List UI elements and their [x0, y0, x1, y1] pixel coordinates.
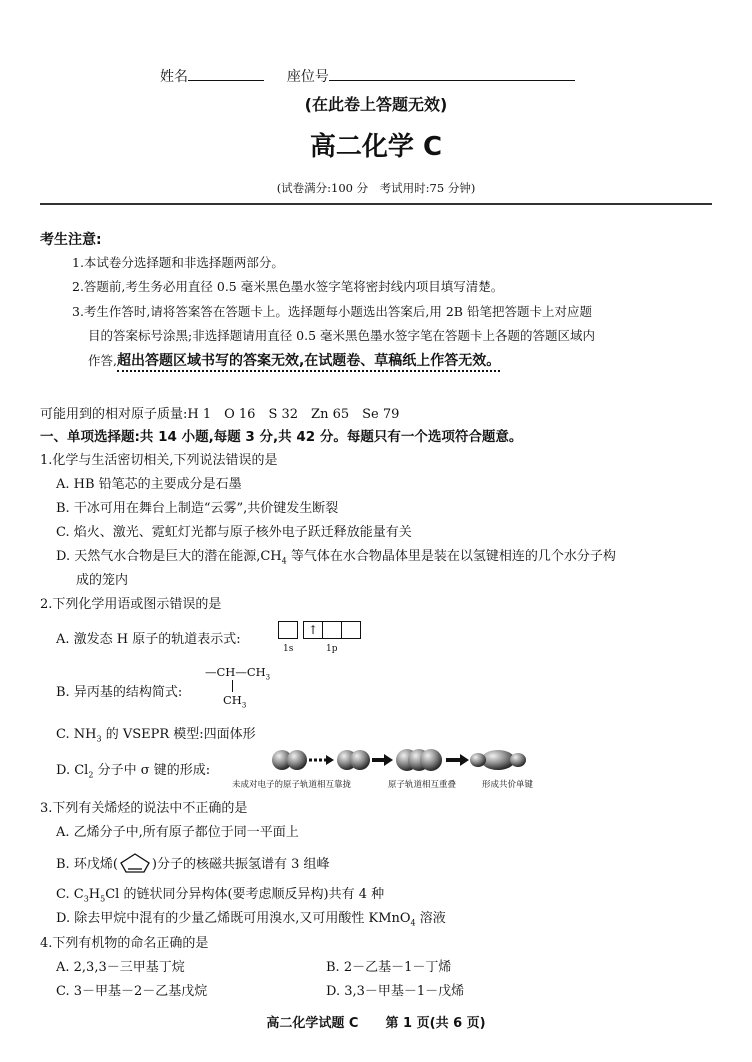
- option-b: B. 干冰可用在舞台上制造“云雾”,共价键发生断裂: [56, 501, 339, 516]
- subscript: 5: [100, 894, 106, 904]
- subscript: 4: [410, 918, 416, 928]
- option-d-cont: 成的笼内: [76, 573, 129, 588]
- orbital-box-1p-2: [322, 621, 342, 639]
- exam-meta: (试卷满分:100 分 考试用时:75 分钟): [276, 181, 476, 195]
- option-text: D. 除去甲烷中混有的少量乙烯既可用溴水,又可用酸性 KMnO: [56, 911, 411, 926]
- notice-item: 3.考生作答时,请将答案答在答题卡上。选择题每小题选出答案后,用 2B 铅笔把答题卡上对应题: [72, 304, 592, 319]
- bond-line: [232, 680, 233, 692]
- isopropyl-top: [205, 665, 270, 681]
- orbitals-approaching: [272, 750, 307, 770]
- page-title: 高二化学 C: [309, 132, 443, 162]
- student-info-line: [160, 66, 575, 86]
- structure-text: —CH—CH: [205, 665, 266, 679]
- notice-item: 目的答案标号涂黑;非选择题请用直径 0.5 毫米黑色墨水签字笔在答题卡上各题的答题区域内: [88, 328, 596, 343]
- option-text: C. NH: [56, 727, 97, 742]
- option-d-text: D. 天然气水合物是巨大的潜在能源,CH: [56, 549, 282, 564]
- subscript: 3: [96, 734, 102, 744]
- option-text: 溶液: [415, 911, 446, 926]
- orbital-box-1p-1: [303, 621, 323, 639]
- invalid-note: (在此卷上答题无效): [304, 95, 448, 114]
- option-a: A. HB 铅笔芯的主要成分是石墨: [56, 477, 242, 492]
- sigma-bond-figure: [268, 744, 558, 776]
- option-text: Cl 的链状同分异构体(要考虑顺反异构)共有 4 种: [105, 887, 385, 902]
- atomic-masses: 可能用到的相对原子质量:H 1 O 16 S 32 Zn 65 Se 79: [40, 407, 400, 422]
- structure-text: CH: [223, 693, 242, 707]
- orbital-box-1s: [278, 621, 298, 639]
- arrow-icon: [372, 754, 393, 766]
- cyclopentene-ring-icon: [118, 852, 152, 874]
- option-text: D. Cl: [56, 763, 89, 778]
- page-number: 第 1 页(共 6 页): [385, 1016, 486, 1031]
- orbital-box-1p-3: [341, 621, 361, 639]
- isopropyl-bottom: [223, 693, 246, 709]
- question-stem: 3.下列有关烯烃的说法中不正确的是: [40, 801, 248, 816]
- option-text: B. 环戊烯(: [56, 857, 118, 872]
- arrow-icon: [309, 755, 334, 765]
- option-text: )分子的核磁共振氢谱有 3 组峰: [151, 857, 330, 872]
- figure-caption-1: 未成对电子的原子轨道相互靠拢: [232, 780, 352, 790]
- option-d: [56, 759, 210, 780]
- figure-caption-3: 形成共价单键: [482, 780, 534, 790]
- figure-caption-2: 原子轨道相互重叠: [388, 780, 457, 790]
- option-a: A. 激发态 H 原子的轨道表示式:: [56, 632, 241, 647]
- subscript: 4: [281, 556, 287, 566]
- option-b: B. 2－乙基－1－丁烯: [326, 960, 452, 975]
- orbitals-closer: [337, 750, 370, 770]
- option-a: A. 乙烯分子中,所有原子都位于同一平面上: [56, 825, 299, 840]
- notice-item: 2.答题前,考生务必用直径 0.5 毫米黑色墨水签字笔将密封线内项目填写清楚。: [72, 279, 504, 294]
- option-text: 分子中 σ 键的形成:: [93, 763, 211, 778]
- name-label: 姓名: [160, 69, 188, 85]
- subscript: 2: [88, 770, 94, 780]
- subscript: 3: [241, 701, 247, 710]
- notice-item-last: [88, 350, 500, 370]
- option-c: [56, 723, 256, 744]
- orbital-label-1p: 1p: [326, 644, 338, 654]
- option-d: D. 3,3－甲基－1－戊烯: [326, 984, 465, 999]
- orbital-label-1s: 1s: [283, 644, 294, 654]
- page-footer: [0, 1012, 752, 1031]
- spin-up-arrow: ↑: [307, 623, 319, 637]
- option-text: 的 VSEPR 模型:四面体形: [101, 727, 256, 742]
- option-d: [56, 545, 616, 566]
- notice-item-start: 作答,: [88, 353, 117, 368]
- option-d: [56, 907, 446, 928]
- option-b: [56, 852, 330, 874]
- seat-label: 座位号: [286, 69, 329, 85]
- option-a: A. 2,3,3－三甲基丁烷: [56, 960, 185, 975]
- option-text: H: [88, 887, 101, 902]
- question-stem: 2.下列化学用语或图示错误的是: [40, 597, 222, 612]
- question-stem: 1.化学与生活密切相关,下列说法错误的是: [40, 453, 278, 468]
- option-c: C. 3－甲基－2－乙基戊烷: [56, 984, 208, 999]
- notice-heading: 考生注意:: [40, 232, 102, 248]
- arrow-icon: [446, 754, 469, 766]
- option-text: C. C: [56, 887, 84, 902]
- option-d-text-rest: 等气体在水合物晶体里是装在以氢键相连的几个水分子构: [286, 549, 616, 564]
- header-divider: [40, 203, 712, 205]
- notice-emphasis: 超出答题区域书写的答案无效,在试题卷、草稿纸上作答无效。: [117, 353, 500, 372]
- section-heading: 一、单项选择题:共 14 小题,每题 3 分,共 42 分。每题只有一个选项符合题意。: [40, 429, 523, 445]
- seat-field[interactable]: [329, 66, 575, 81]
- option-c: [56, 883, 384, 904]
- subscript: 3: [83, 894, 89, 904]
- question-stem: 4.下列有机物的命名正确的是: [40, 936, 209, 951]
- subscript: 3: [265, 673, 271, 682]
- covalent-bond-shape: [470, 750, 526, 770]
- notice-item: 1.本试卷分选择题和非选择题两部分。: [72, 255, 284, 270]
- option-c: C. 焰火、激光、霓虹灯光都与原子核外电子跃迁释放能量有关: [56, 525, 412, 540]
- footer-title: 高二化学试题 C: [266, 1016, 359, 1031]
- option-b: B. 异丙基的结构简式:: [56, 685, 183, 700]
- name-field[interactable]: [188, 66, 264, 81]
- orbitals-overlapping: [396, 749, 442, 771]
